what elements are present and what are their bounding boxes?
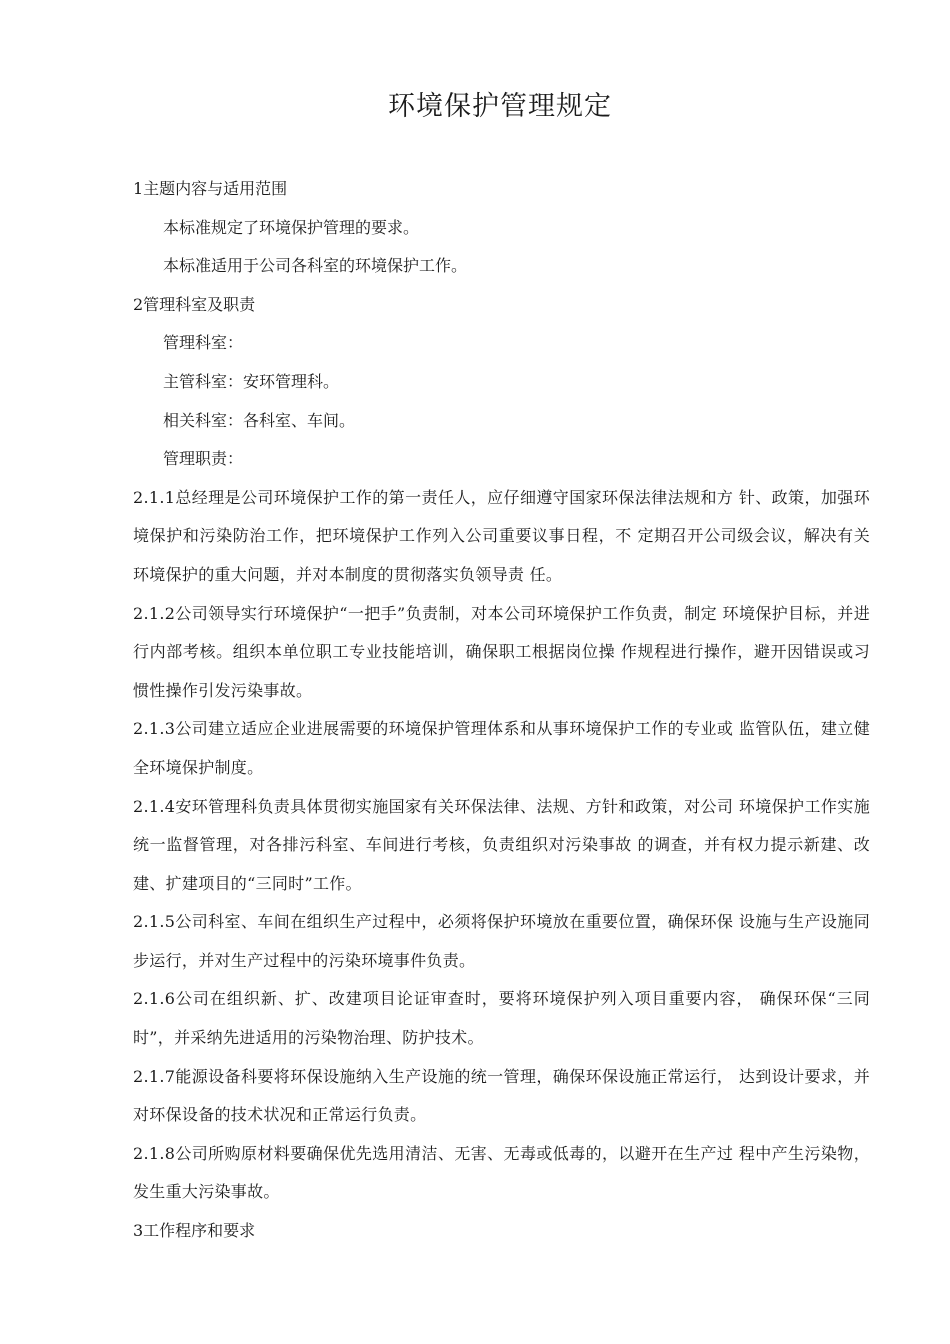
document-title: 环境保护管理规定	[388, 91, 612, 122]
paragraph: 管理科室：	[163, 333, 244, 353]
clause-2-1-7: 2.1.7能源设备科要将环保设施纳入生产设施的统一管理，确保环保设施正常运行， 达到设计要求，并对环保设备的技术状况和正常运行负责。	[133, 1066, 870, 1125]
paragraph: 本标准适用于公司各科室的环境保护工作。	[163, 256, 468, 276]
paragraph: 主管科室：安环管理科。	[163, 371, 340, 391]
section-heading-2: 2管理科室及职责	[133, 294, 256, 314]
clause-2-1-8: 2.1.8公司所购原材料要确保优先选用清洁、无害、无毒或低毒的，以避开在生产过 程中产生污染物，发生重大污染事故。	[133, 1143, 870, 1202]
paragraph: 管理职责：	[163, 449, 244, 469]
clause-2-1-5: 2.1.5公司科室、车间在组织生产过程中，必须将保护环境放在重要位置，确保环保 设施与生产设施同步运行，并对生产过程中的污染环境事件负责。	[133, 912, 870, 970]
section-heading-3: 3工作程序和要求	[133, 1221, 256, 1241]
paragraph: 本标准规定了环境保护管理的要求。	[163, 217, 420, 237]
paragraph: 相关科室：各科室、车间。	[163, 410, 356, 430]
clause-2-1-6: 2.1.6公司在组织新、扩、改建项目论证审查时，要将环境保护列入项目重要内容， 确保环保“三同时”，并采纳先进适用的污染物治理、防护技术。	[133, 989, 870, 1048]
clause-2-1-1: 2.1.1总经理是公司环境保护工作的第一责任人，应仔细遵守国家环保法律法规和方 针、政策，加强环境保护和污染防治工作，把环境保护工作列入公司重要议事日程，不 定期召开公司级会议，解决有关环境保护的重大问题，并对本制度的贯彻落实负领导责 任。	[133, 487, 870, 584]
clause-2-1-3: 2.1.3公司建立适应企业进展需要的环境保护管理体系和从事环境保护工作的专业或 监管队伍，建立健全环境保护制度。	[133, 719, 870, 777]
section-heading-1: 1主题内容与适用范围	[133, 179, 288, 198]
clause-2-1-2: 2.1.2公司领导实行环境保护“一把手”负责制，对本公司环境保护工作负责，制定 环境保护目标，并进行内部考核。组织本单位职工专业技能培训，确保职工根据岗位操 作规程进行操作，避开因错误或习惯性操作引发污染事故。	[133, 603, 870, 700]
document-body	[133, 170, 870, 1251]
clause-2-1-4: 2.1.4安环管理科负责具体贯彻实施国家有关环保法律、法规、方针和政策，对公司 环境保护工作实施统一监督管理，对各排污科室、车间进行考核，负责组织对污染事故 的调查，并有权力提示新建、改建、扩建项目的“三同时”工作。	[133, 796, 870, 893]
